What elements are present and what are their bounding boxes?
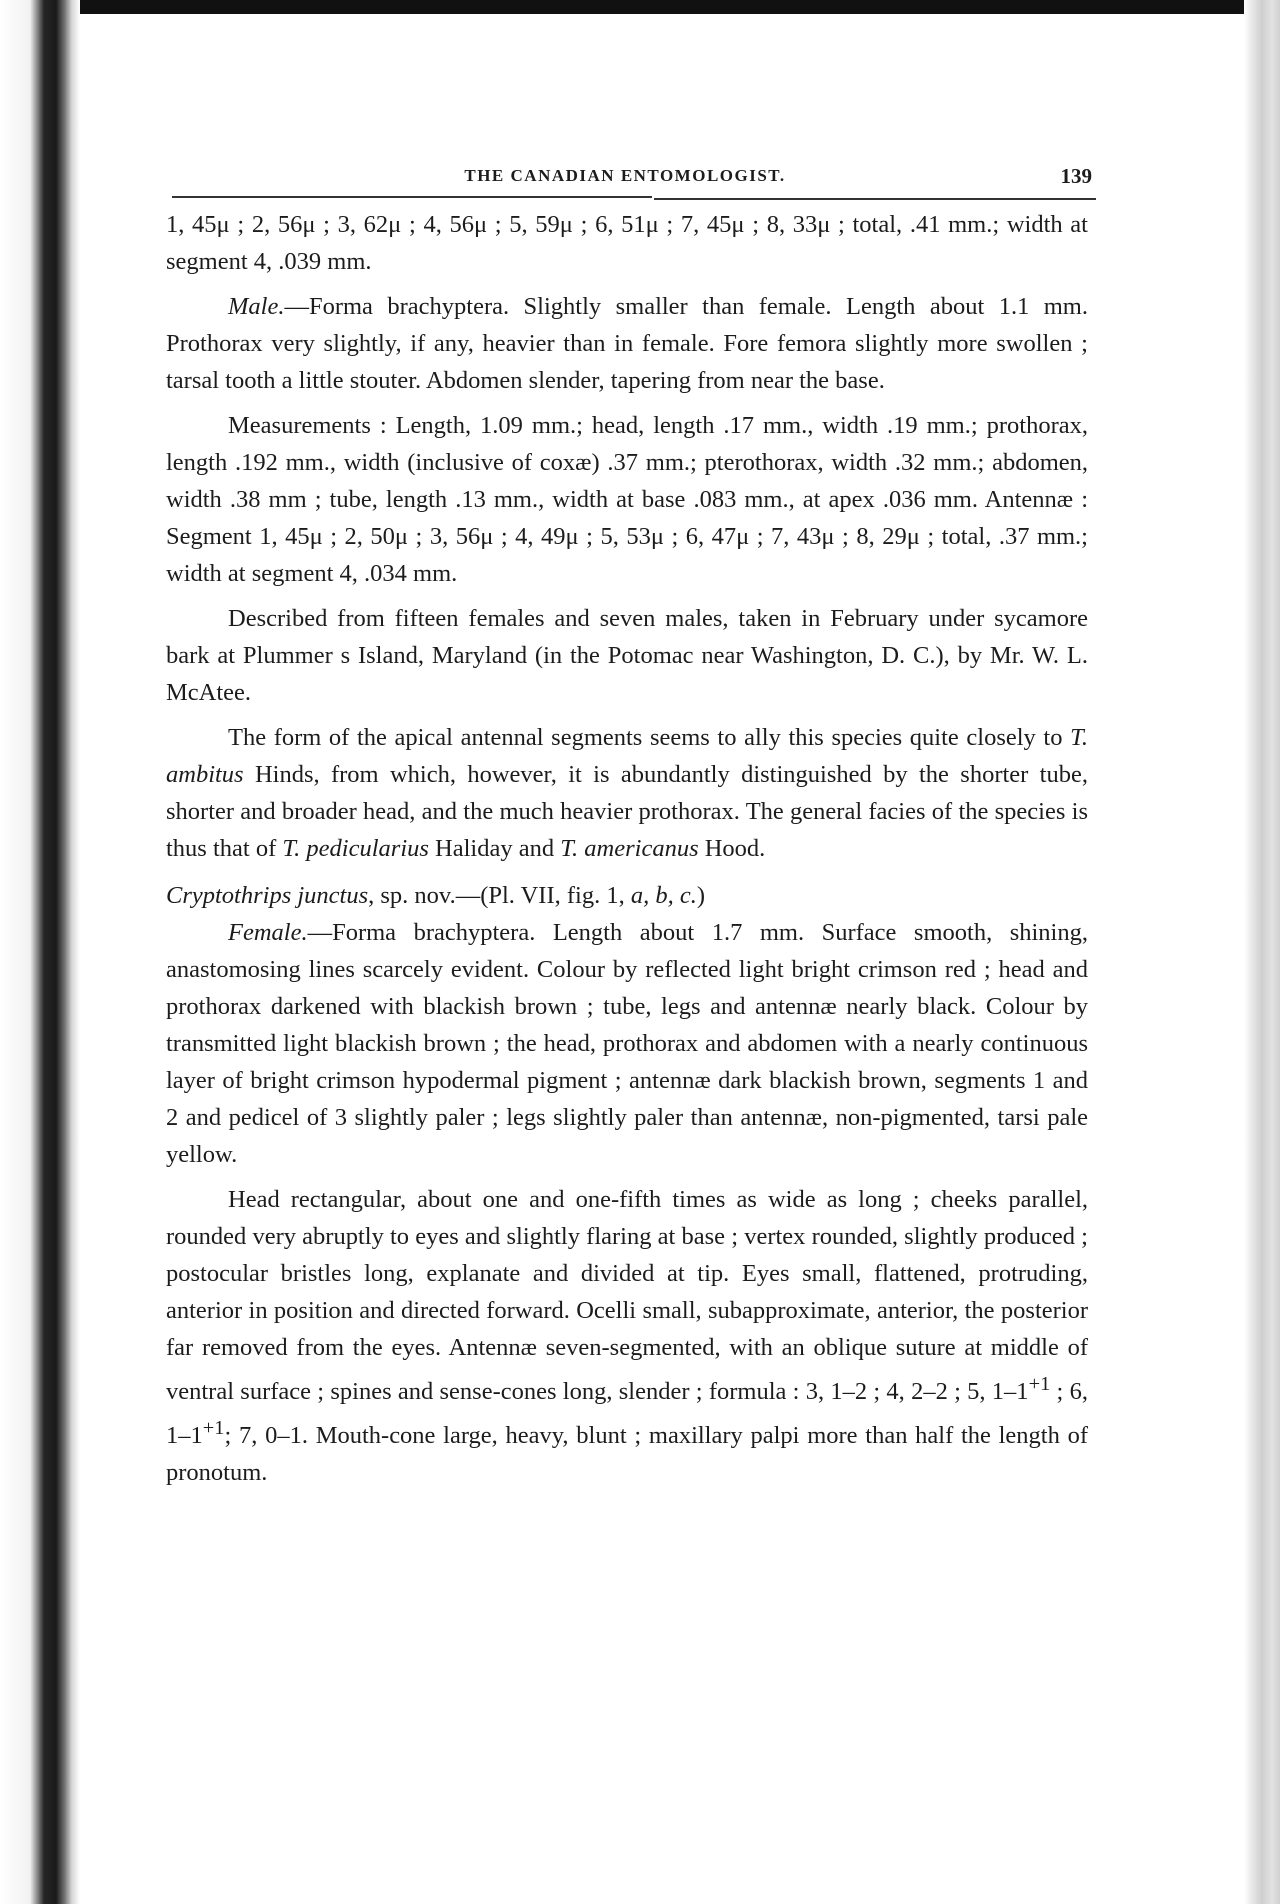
species-name-ambitus: T. ambitus xyxy=(166,724,1088,788)
affinities-text-b: Hinds, from which, however, it is abundantly distinguished by the shorter tube, shorter and broader head, and the much heavier prothorax. The general facies of the species is thus that of xyxy=(166,761,1088,862)
female-description-text: —Forma brachyptera. Length about 1.7 mm. Surface smooth, shining, anastomosing lines scarcely evident. Colour by reflected light bright crimson red ; head and prothorax darkened with blackish brown ; tube, legs and antennæ nearly black. Colour by transmitted light blackish brown ; the head, prothorax and abdomen with a nearly continuous layer of bright crimson hypodermal pigment ; antennæ dark blackish brown, segments 1 and 2 and pedicel of 3 slightly paler ; legs slightly paler than antennæ, non-pigmented, tarsi pale yellow. xyxy=(166,919,1088,1168)
paragraph-collection-data: Described from fifteen females and seven males, taken in February under sycamore bark at Plummer s Island, Maryland (in the Potomac near Washington, D. C.), by Mr. W. L. McAtee. xyxy=(166,605,1088,706)
species-name-americanus: T. americanus xyxy=(560,835,699,862)
formula-superscript-1: +1 xyxy=(1028,1373,1051,1395)
page-number: 139 xyxy=(1060,164,1092,188)
head-description-b: ; 6, 1–1 xyxy=(166,1378,1088,1450)
scan-top-border xyxy=(0,0,1280,14)
body-text xyxy=(166,206,1088,1491)
paragraph-head-description xyxy=(166,1181,1088,1491)
affinities-text-c: Haliday and xyxy=(428,835,561,862)
affinities-text-d: Hood. xyxy=(698,835,766,862)
book-page xyxy=(150,150,1100,1491)
species-heading-name: Cryptothrips junctus xyxy=(166,882,369,909)
running-title: THE CANADIAN ENTOMOLOGIST. xyxy=(464,166,786,185)
header-rule xyxy=(150,192,1100,206)
affinities-text-a: The form of the apical antennal segments seems to ally this species quite closely to xyxy=(228,724,1071,751)
species-heading-figs: a, b, c. xyxy=(630,882,697,909)
paragraph-male-description xyxy=(166,288,1088,399)
species-heading xyxy=(166,877,1088,914)
scan-binding-shadow xyxy=(0,0,80,1904)
species-heading-text: , sp. nov.—(Pl. VII, fig. 1, xyxy=(368,882,631,909)
paragraph-female-description xyxy=(166,914,1088,1173)
head-description-a: Head rectangular, about one and one-fifth times as wide as long ; cheeks parallel, rounded very abruptly to eyes and slightly flaring at base ; vertex rounded, slightly produced ; postocular bristles long, explanate and divided at tip. Eyes small, flattened, protruding, anterior in position and directed forward. Ocelli small, subapproximate, anterior, the posterior far removed from the eyes. Antennæ seven-segmented, with an oblique suture at middle of ventral surface ; spines and sense-cones long, slender ; formula : 3, 1–2 ; 4, 2–2 ; 5, 1–1 xyxy=(166,1186,1088,1406)
paragraph-male-measurements: Measurements : Length, 1.09 mm.; head, length .17 mm., width .19 mm.; prothorax, length .192 mm., width (inclusive of coxæ) .37 mm.; pterothorax, width .32 mm.; abdomen, width .38 mm ; tube, length .13 mm., width at base .083 mm., at apex .036 mm. Antennæ : Segment 1, 45μ ; 2, 50μ ; 3, 56μ ; 4, 49μ ; 5, 53μ ; 6, 47μ ; 7, 43μ ; 8, 29μ ; total, .37 mm.; width at segment 4, .034 mm. xyxy=(166,412,1088,587)
species-heading-close: ) xyxy=(696,882,706,909)
page-header xyxy=(150,150,1100,190)
header-rule-right xyxy=(654,198,1096,200)
head-description-c: ; 7, 0–1. Mouth-cone large, heavy, blunt ; maxillary palpi more than half the length of pronotum. xyxy=(166,1422,1088,1487)
male-description-text: —Forma brachyptera. Slightly smaller than female. Length about 1.1 mm. Prothorax very slightly, if any, heavier than in female. Fore femora slightly more swollen ; tarsal tooth a little stouter. Abdomen slender, tapering from near the base. xyxy=(166,293,1088,394)
paragraph-female-measurements-end: 1, 45μ ; 2, 56μ ; 3, 62μ ; 4, 56μ ; 5, 59μ ; 6, 51μ ; 7, 45μ ; 8, 33μ ; total, .41 mm.; width at segment 4, .039 mm. xyxy=(166,211,1088,275)
species-name-pedicularius: T. pedicularius xyxy=(282,835,429,862)
female-label: Female. xyxy=(228,919,308,946)
header-rule-left xyxy=(172,196,652,198)
paragraph-affinities xyxy=(166,719,1088,867)
male-label: Male. xyxy=(228,293,285,320)
scan-right-edge xyxy=(1244,0,1280,1904)
formula-superscript-2: +1 xyxy=(202,1417,225,1440)
